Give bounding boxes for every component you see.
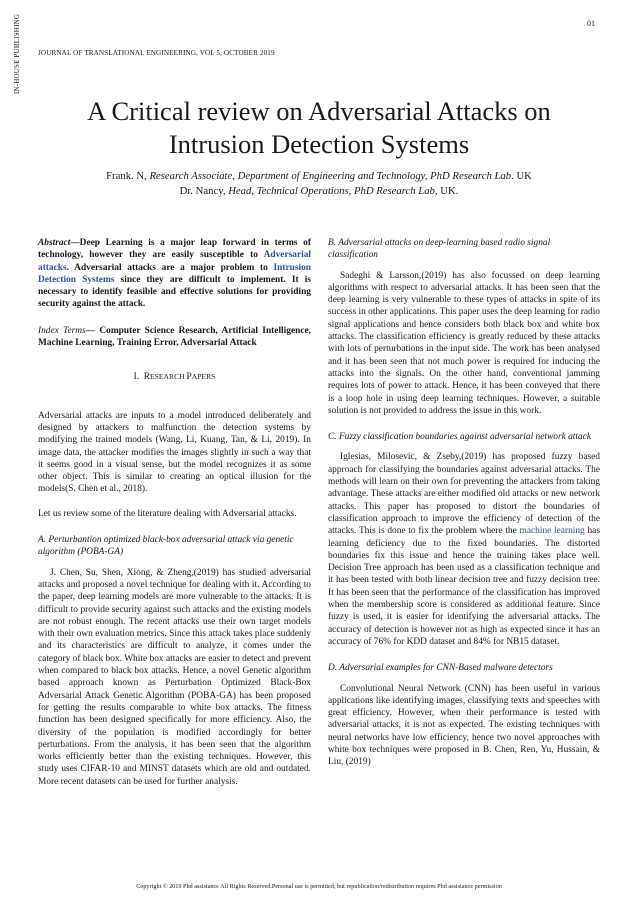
subsection-b-heading: B. Adversarial attacks on deep-learning based radio signal classification <box>328 238 551 261</box>
paragraph-review: Let us review some of the literature dealing with Adversarial attacks. <box>38 508 297 519</box>
machine-learning-link[interactable]: machine learning <box>519 526 585 537</box>
index-terms-text: — Computer Science Research, Artificial Intelligence, Machine Learning, Training Error, Adversarial Attack <box>38 325 311 349</box>
section-cap-2: P <box>186 372 192 383</box>
left-column <box>38 237 311 788</box>
author-1 <box>0 169 638 184</box>
author-1-affiliation: Research Associate, Department of Engineering and Technology, PhD Research Lab <box>149 170 512 182</box>
paragraph-poba-ga: J. Chen, Su, Shen, Xiong, & Zheng,(2019) has studied adversarial attacks and proposed a novel technique for dealing with it. According to the paper, deep learning models are more vulnerable to the attacks. It is difficult to provide security against such attacks and the existing models are not robust enough. The recent attacks use their own target models with their own evaluation metrics. Since this attack takes place suddenly and its characteristics are difficult to analyze, it comes under the category of black box. White box attacks are easier to detect and prevent when compared to black box attacks. Hence, a novel Genetic algorithm based approach known as Perturbation Optimized Black-Box Adversarial Attack Genetic Algorithm (POBA-GA) has been proposed for getting the results comparable to white box attacks. The fitness function has been designed specifically for more efficiency. Also, the diversity of the population is modified accordingly for better perturbations. From the analysis, it has been seen that the algorithm works efficiently better than the existing techniques. However, this study uses CIFAR-10 and MINST datasets which are old and outdated. More recent datasets can be used for further analysis. <box>38 567 311 787</box>
paragraph-radio-signal: Sadeghi & Larsson,(2019) has also focussed on deep learning algorithms with respect to adversarial attacks. It has been seen that the deep learning is very vulnerable to these types of attacks in spite of its success in other applications. This paper uses the deep learning for radio signal applications and hence considers both black box and white box attacks. The classification efficiency is greatly reduced by these attacks with lots of perturbations in the input side. The work has been analysed and it has been seen that not much power is required for inducing the attacks into the signals. On the other hand, conventional jamming requires lots of power to attack. Hence, it has been conveyed that there is a loop hole in using deep learning techniques. However, a suitable solution is not provided to address the issue in this work. <box>328 270 600 416</box>
journal-header: JOURNAL OF TRANSLATIONAL ENGINEERING, VOL 5, OCTOBER 2019 <box>38 49 275 57</box>
copyright-footer: Copyright © 2019 Phd assistance All Rights Reserved.Personal use is permitted, but republication/redistribution requires Phd assistance permission <box>136 883 502 890</box>
paragraph-fuzzy-part-1: Iglesias, Milosevic, & Zseby,(2019) has proposed fuzzy based approach for classifying the boundaries against adversarial attacks. The methods will learn on their own for preventing the attackers from taking advantage. These attacks are either modified old attacks or new network attacks. This paper has proposed to distort the boundaries of classification approach to improve the efficiency of detection of the attacks. This is done to fix the problem where the <box>328 452 600 537</box>
right-column <box>328 237 600 769</box>
author-2-name: Dr. Nancy, <box>179 185 229 197</box>
subsection-c-heading: C. Fuzzy classification boundaries against adversarial network attack <box>328 432 592 443</box>
section-cap-1: R <box>143 372 151 383</box>
author-block <box>0 169 638 199</box>
author-1-suffix: . UK <box>511 170 532 182</box>
subsection-a-heading: A. Perturbantion optimized black-box adversarial attack via genetic algorithm (POBA-GA) <box>38 535 294 558</box>
title-line-1: A Critical review on Adversarial Attacks on <box>87 96 551 126</box>
intrusion-detection-systems-link[interactable]: Intrusion Detection Systems <box>38 262 311 285</box>
paragraph-fuzzy-part-2: has learning deficiency due to the fixed boundaries. The distorted boundaries fix this issue and hence the training takes place well. Decision Tree approach has been used as a classification technique and it has been tested with both linear decision tree and fuzzy decision tree. It has been seen that the performance of the classification has improved when the membership score is considered as additional feature. Since fuzzy is used, it is easier for identifying the adversarial attacks. The accuracy of detection is however not as high as expected since it has an accuracy of 76% for KDD dataset and 84% for NB15 dataset. <box>328 526 600 647</box>
paper-title <box>0 95 638 161</box>
abstract-text-1: —Deep Learning is a major leap forward in terms of technology, however they are easily susceptible to <box>38 238 311 261</box>
author-1-name: Frank. N, <box>106 170 150 182</box>
abstract-text-3: since they are difficult to implement. It is necessary to identify feasible and effective solutions for providing security against the attack. <box>38 274 311 310</box>
subsection-d-heading: D. Adversarial examples for CNN-Based malware detectors <box>328 663 553 674</box>
author-2-affiliation: Head, Technical Operations, PhD Research Lab <box>228 185 435 197</box>
paragraph-fuzzy <box>328 451 600 648</box>
title-line-2: Intrusion Detection Systems <box>168 129 470 159</box>
adversarial-attacks-link[interactable]: Adversarial attacks <box>38 250 311 273</box>
section-heading-research-papers <box>38 371 311 383</box>
section-rest-1: ESEARCH <box>150 372 187 382</box>
section-rest-2: APERS <box>191 372 216 382</box>
abstract-text-2: . Adversarial attacks are a major problem to <box>66 262 274 273</box>
index-terms <box>38 325 311 350</box>
abstract <box>38 237 311 311</box>
author-2-suffix: , UK. <box>434 185 459 197</box>
author-2 <box>0 184 638 199</box>
paragraph-cnn: Convolutional Neural Network (CNN) has been useful in various applications like identifying images, classifying texts and speeches with great efficiency. However, when their performance is tested with adversarial attacks, it is not as expected. The existing techniques with neural networks have low efficiency, hence two novel approaches with white box techniques were proposed in B. Chen, Ren, Yu, Hussain, & Liu, (2019) <box>328 683 600 768</box>
section-numeral: I. <box>133 372 140 383</box>
publisher-side-label: IN-HOUSE PUBLISHING <box>13 13 21 95</box>
index-terms-lead: Index Terms <box>38 325 86 336</box>
abstract-lead: Abstract <box>38 238 71 248</box>
page-number: 01 <box>587 19 595 28</box>
paragraph-intro: Adversarial attacks are inputs to a model introduced deliberately and designed by attackers to malfunction the detection systems by modifying the trained models (Wang, Li, Kuang, Tan, & Li, 2019). In image data, the attacker modifies the images slightly in such a way that it seems good in a visual sense, but the model recognizes it as some other object. This is similar to creating an optical illusion for the models(S. Chen et al., 2018). <box>38 410 311 495</box>
